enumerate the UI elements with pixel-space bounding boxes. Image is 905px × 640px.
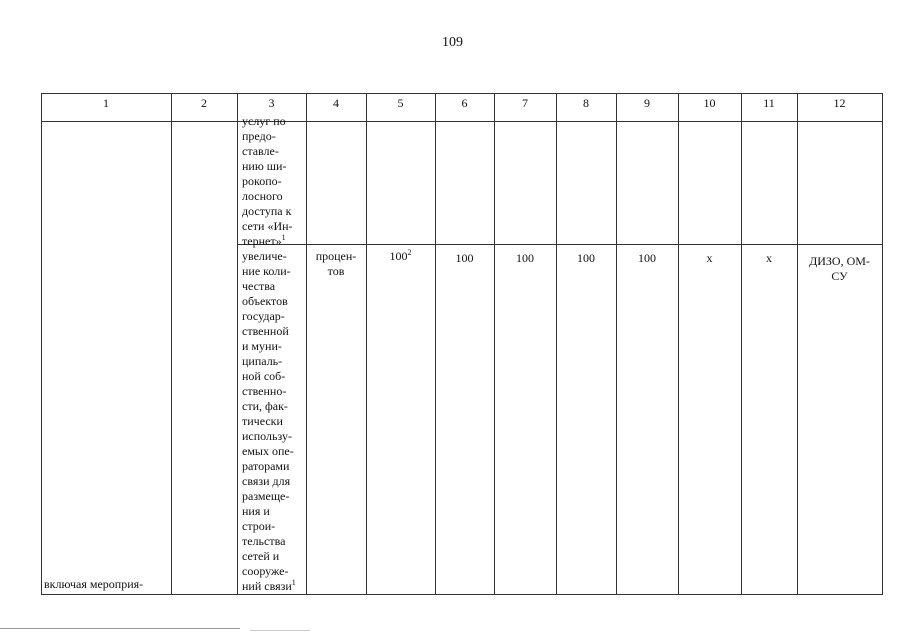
text-line: услуг по xyxy=(242,114,286,128)
col-border-6-7 xyxy=(494,93,495,594)
col-border-left xyxy=(41,93,42,594)
text-line: государ- xyxy=(242,309,285,323)
text-line: использу- xyxy=(242,429,292,443)
header-col-8: 8 xyxy=(583,96,589,110)
col-border-2-3 xyxy=(237,93,238,594)
header-bottom-border xyxy=(41,121,883,122)
table-top-border xyxy=(41,93,883,94)
text-line: емых опе- xyxy=(242,444,294,458)
text-line: тов xyxy=(327,264,345,278)
scan-artifact-line xyxy=(0,628,240,629)
text-line: тически xyxy=(242,414,283,428)
row2-col10-value: х xyxy=(706,251,713,265)
col-border-7-8 xyxy=(556,93,557,594)
col-border-1-2 xyxy=(171,93,172,594)
col-border-5-6 xyxy=(435,93,436,594)
row1-col3-text xyxy=(242,114,306,249)
text-line: связи для xyxy=(242,474,291,488)
text-line: ственно- xyxy=(242,384,287,398)
text-line: лосного xyxy=(242,189,283,203)
table-bottom-border xyxy=(41,594,883,595)
header-col-4: 4 xyxy=(333,96,339,110)
text-line: строи- xyxy=(242,519,276,533)
col-border-9-10 xyxy=(678,93,679,594)
footnote-mark: 1 xyxy=(281,233,286,242)
footnote-mark: 2 xyxy=(407,248,412,257)
text-line: рокопо- xyxy=(242,174,282,188)
scan-artifact-line xyxy=(250,630,310,631)
text-line: СУ xyxy=(831,269,848,283)
text-line: предо- xyxy=(242,129,276,143)
row-col1-text: включая мероприя- xyxy=(44,577,144,591)
text-line: сети «Ин- xyxy=(242,219,293,233)
row2-col6-value: 100 xyxy=(455,251,474,265)
text-line xyxy=(242,234,306,249)
header-col-6: 6 xyxy=(461,96,468,110)
text-line: ДИЗО, ОМ- xyxy=(809,254,870,268)
text-line: ципаль- xyxy=(242,354,283,368)
text-line: доступа к xyxy=(242,204,292,218)
col-border-right xyxy=(882,93,883,594)
header-col-7: 7 xyxy=(522,96,528,110)
row2-col4-units xyxy=(306,249,366,279)
col-border-3-4 xyxy=(306,93,307,594)
text-line: размеще- xyxy=(242,489,290,503)
row2-col9-value: 100 xyxy=(638,251,656,265)
text-line xyxy=(242,579,306,594)
header-col-2: 2 xyxy=(201,96,207,110)
col-border-10-11 xyxy=(741,93,742,594)
header-col-1: 1 xyxy=(103,96,109,110)
text-line: чества xyxy=(242,279,276,293)
text-line: сооруже- xyxy=(242,564,289,578)
col-border-11-12 xyxy=(797,93,798,594)
row2-col8-value: 100 xyxy=(577,251,595,265)
row2-col3-text xyxy=(242,249,306,594)
text-line: ственной xyxy=(242,324,289,338)
header-col-9: 9 xyxy=(644,96,650,110)
value-text: 100 xyxy=(389,249,408,263)
header-col-11: 11 xyxy=(763,96,775,110)
text-line: ния и xyxy=(242,504,270,518)
row2-col7-value: 100 xyxy=(516,251,534,265)
text-line: увеличе- xyxy=(242,249,287,263)
text-line: и муни- xyxy=(242,339,282,353)
text-line: процен- xyxy=(315,249,357,263)
text-line: сетей и xyxy=(242,549,280,563)
text-line: ние коли- xyxy=(242,264,291,278)
header-col-5: 5 xyxy=(397,96,404,110)
header-col-10: 10 xyxy=(703,96,716,110)
text-line-content: тернет» xyxy=(242,234,282,248)
text-line-content: ний связи xyxy=(242,579,292,593)
text-line: ной соб- xyxy=(242,369,286,383)
text-line: сти, фак- xyxy=(242,399,288,413)
row2-col12-responsible xyxy=(797,254,882,284)
text-line: тельства xyxy=(242,534,286,548)
col-border-4-5 xyxy=(366,93,367,594)
header-col-12: 12 xyxy=(833,96,846,110)
footnote-mark: 1 xyxy=(291,578,296,587)
text-line: объектов xyxy=(242,294,288,308)
text-line: ставле- xyxy=(242,144,279,158)
text-line: раторами xyxy=(242,459,290,473)
text-line: нию ши- xyxy=(242,159,287,173)
row2-col5-value xyxy=(366,249,435,264)
row-divider xyxy=(237,244,883,245)
page-number: 109 xyxy=(442,35,463,50)
col-border-8-9 xyxy=(616,93,617,594)
row2-col11-value: х xyxy=(766,251,772,265)
header-col-3: 3 xyxy=(268,96,275,110)
